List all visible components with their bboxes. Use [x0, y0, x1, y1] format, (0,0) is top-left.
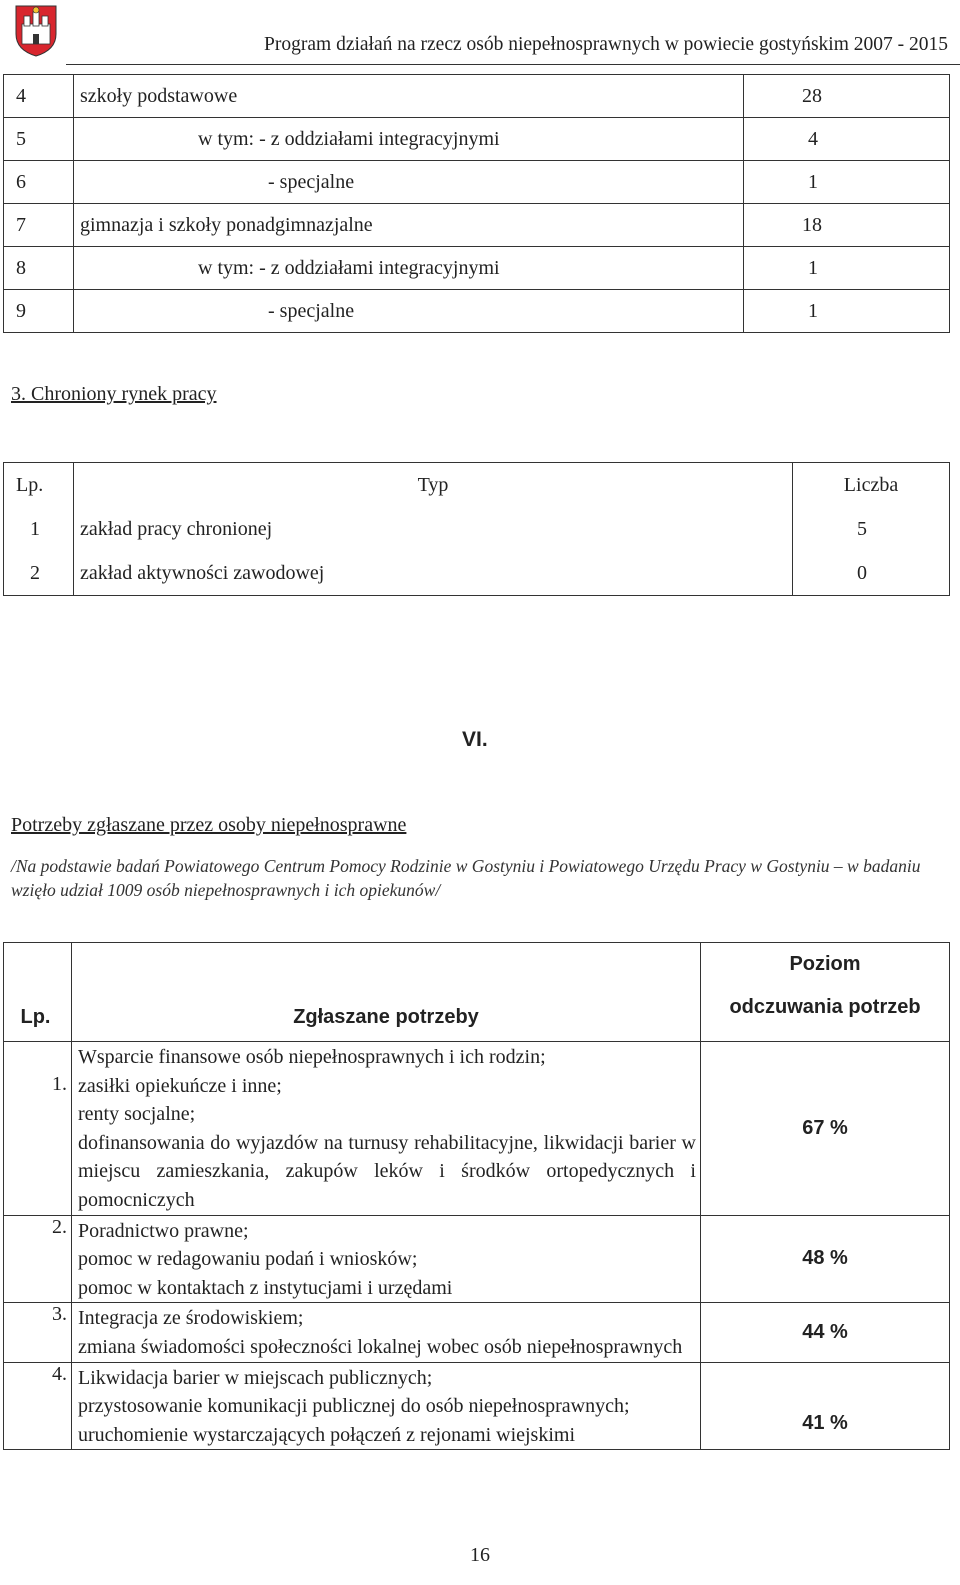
table-row	[4, 204, 950, 247]
row-lp: 1	[30, 517, 40, 540]
row-needs	[72, 1042, 701, 1216]
county-crest-icon	[14, 4, 58, 58]
header-level	[701, 943, 950, 1042]
header-lp: Lp.	[16, 473, 44, 496]
row-value: 4	[744, 118, 950, 161]
table-row	[4, 75, 950, 118]
row-value: 1	[744, 290, 950, 333]
row-name: gimnazja i szkoły ponadgimnazjalne	[74, 204, 744, 247]
chapter-title: Potrzeby zgłaszane przez osoby niepełnosprawne	[11, 814, 407, 836]
row-lp: 4.	[4, 1362, 72, 1450]
page-number: 16	[470, 1544, 490, 1566]
need-line: przystosowanie komunikacji publicznej do osób niepełnosprawnych;	[78, 1395, 630, 1418]
row-lp: 4	[4, 75, 74, 118]
row-name: - specjalne	[74, 290, 744, 333]
need-line: pomoc w redagowaniu podań i wniosków;	[78, 1248, 418, 1271]
needs-table	[3, 942, 950, 1450]
row-lp: 7	[4, 204, 74, 247]
table-header-row	[4, 943, 950, 1042]
header-count: Liczba	[793, 463, 950, 508]
need-line: Likwidacja barier w miejscach publicznych;	[78, 1366, 433, 1389]
header-type: Typ	[74, 463, 793, 508]
need-line: zasiłki opiekuńcze i inne;	[78, 1074, 282, 1097]
chapter-number: VI.	[462, 728, 488, 751]
row-type: zakład aktywności zawodowej	[74, 551, 793, 596]
row-lp: 3.	[4, 1303, 72, 1362]
row-needs	[72, 1362, 701, 1450]
row-needs	[72, 1215, 701, 1303]
row-name: - specjalne	[74, 161, 744, 204]
header-lp: Lp.	[4, 943, 72, 1042]
row-value: 28	[744, 75, 950, 118]
row-level: 41 %	[701, 1362, 950, 1450]
need-line: dofinansowania do wyjazdów na turnusy rehabilitacyjne, likwidacji barier w miejscu zamieszkania, zakupów leków i środków ortopedycznych i pomocniczych	[78, 1131, 696, 1211]
table-row	[4, 1215, 950, 1303]
need-line: pomoc w kontaktach z instytucjami i urzędami	[78, 1276, 453, 1299]
table-row	[4, 118, 950, 161]
table-row	[4, 1362, 950, 1450]
protected-labour-table	[3, 462, 950, 596]
row-type: zakład pracy chronionej	[74, 507, 793, 551]
row-value: 1	[744, 247, 950, 290]
row-lp: 1.	[4, 1042, 72, 1216]
header-level-line1: Poziom	[789, 953, 861, 975]
row-count: 0	[793, 551, 950, 596]
section-title: 3. Chroniony rynek pracy	[11, 383, 217, 405]
need-line: zmiana świadomości społeczności lokalnej wobec osób niepełnosprawnych	[78, 1335, 683, 1358]
row-lp: 2.	[4, 1215, 72, 1303]
header-divider	[66, 64, 960, 65]
row-name: w tym: - z oddziałami integracyjnymi	[74, 118, 744, 161]
table-row	[4, 507, 950, 551]
table-row	[4, 247, 950, 290]
header-needs: Zgłaszane potrzeby	[72, 943, 701, 1042]
row-lp: 8	[4, 247, 74, 290]
header-level-line2: odczuwania potrzeb	[729, 996, 921, 1018]
row-name: w tym: - z oddziałami integracyjnymi	[74, 247, 744, 290]
need-line: uruchomienie wystarczających połączeń z rejonami wiejskimi	[78, 1423, 576, 1446]
row-value: 1	[744, 161, 950, 204]
row-level: 44 %	[701, 1303, 950, 1362]
page-header	[0, 0, 960, 68]
row-lp: 2	[30, 561, 40, 584]
table-row	[4, 161, 950, 204]
need-line: Wsparcie finansowe osób niepełnosprawnych i ich rodzin;	[78, 1046, 546, 1068]
row-value: 18	[744, 204, 950, 247]
row-level: 67 %	[701, 1042, 950, 1216]
table-row	[4, 1303, 950, 1362]
row-lp: 5	[4, 118, 74, 161]
row-lp: 9	[4, 290, 74, 333]
chapter-description: /Na podstawie badań Powiatowego Centrum Pomocy Rodzinie w Gostyniu i Powiatowego Urzędu Pracy w Gostyniu – w badaniu wzięło udział 1009 osób niepełnosprawnych i ich opiekunów/	[11, 856, 921, 900]
document-title: Program działań na rzecz osób niepełnosprawnych w powiecie gostyńskim 2007 - 2015	[264, 34, 948, 55]
table-header-row	[4, 463, 950, 508]
need-line: Poradnictwo prawne;	[78, 1219, 249, 1242]
row-needs	[72, 1303, 701, 1362]
need-line: Integracja ze środowiskiem;	[78, 1307, 304, 1330]
table-row	[4, 551, 950, 596]
table-row	[4, 1042, 950, 1216]
row-count: 5	[793, 507, 950, 551]
row-lp: 6	[4, 161, 74, 204]
need-line: renty socjalne;	[78, 1103, 196, 1126]
schools-table	[3, 74, 950, 333]
row-level: 48 %	[701, 1215, 950, 1303]
table-row	[4, 290, 950, 333]
row-name: szkoły podstawowe	[74, 75, 744, 118]
